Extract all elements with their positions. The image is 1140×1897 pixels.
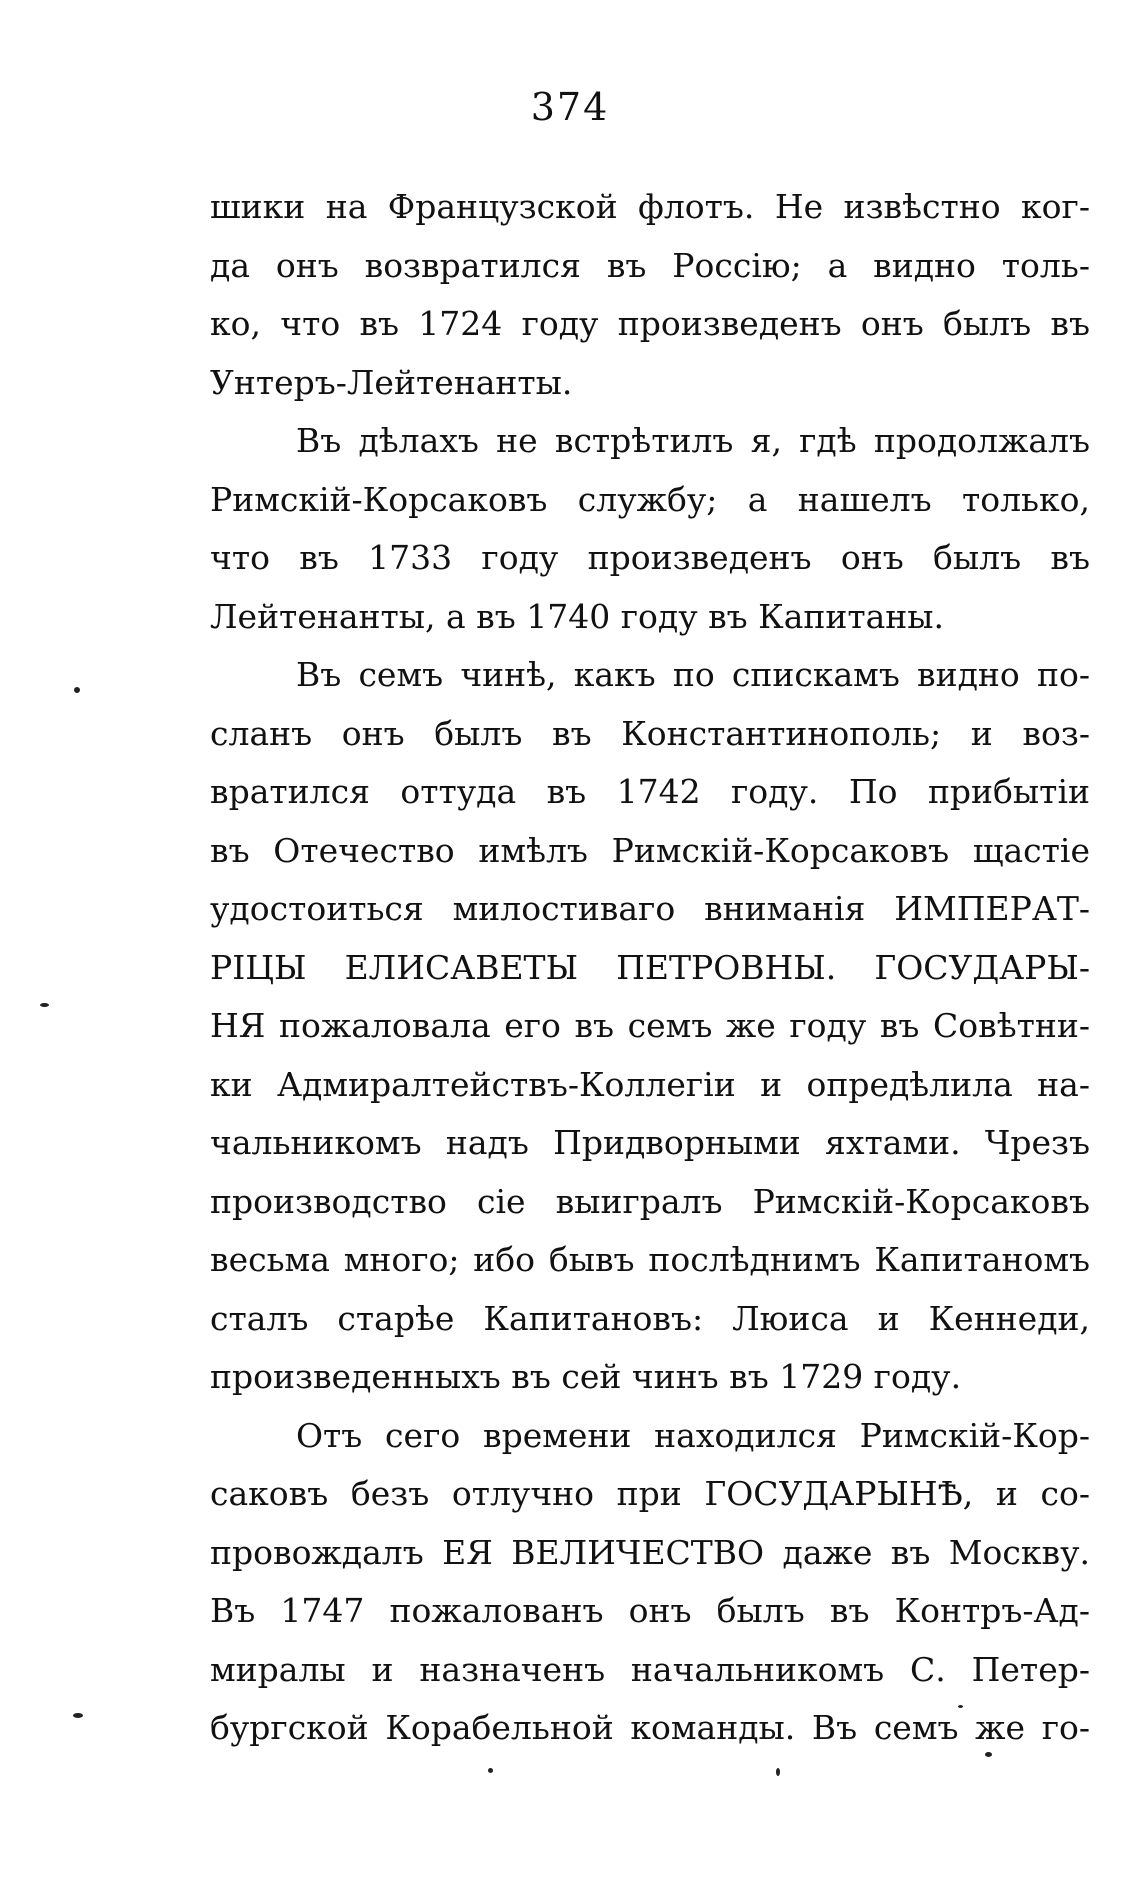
text-line: Отъ сего времени находился Римскій-Кор- bbox=[296, 1415, 1090, 1455]
scan-speck bbox=[73, 1713, 83, 1718]
scan-speck bbox=[488, 1768, 493, 1773]
text-line: Лейтенанты, а въ 1740 году въ Капитаны. bbox=[210, 596, 945, 636]
text-line: удостоиться милостиваго вниманія ИМПЕРАТ- bbox=[210, 889, 1090, 928]
paragraph bbox=[210, 178, 1090, 412]
text-line: произведенныхъ въ сей чинъ въ 1729 году. bbox=[210, 1357, 962, 1396]
body-text bbox=[210, 178, 1090, 1758]
text-line: вратился оттуда въ 1742 году. По прибытіи bbox=[210, 772, 1090, 811]
text-line: миралы и назначенъ начальникомъ С. Петер- bbox=[210, 1649, 1090, 1689]
paragraph bbox=[210, 412, 1090, 646]
text-line: что въ 1733 году произведенъ онъ былъ въ bbox=[210, 538, 1090, 577]
text-line: Римскій-Корсаковъ службу; а нашелъ только, bbox=[210, 479, 1090, 519]
scan-speck bbox=[74, 687, 80, 693]
text-line: ки Адмиралтействъ-Коллегіи и опредѣлила на- bbox=[210, 1064, 1090, 1104]
paragraph bbox=[210, 646, 1090, 1407]
text-line: РІЦЫ ЕЛИСАВЕТЫ ПЕТРОВНЫ. ГОСУДАРЫ- bbox=[210, 947, 1090, 987]
text-line: сланъ онъ былъ въ Константинополь; и воз- bbox=[210, 713, 1090, 753]
scan-speck bbox=[958, 1705, 963, 1708]
text-line: Въ семъ чинѣ, какъ по спискамъ видно по- bbox=[296, 655, 1090, 694]
text-line: ко, что въ 1724 году произведенъ онъ былъ въ bbox=[210, 304, 1090, 343]
scan-speck bbox=[40, 1003, 49, 1007]
text-line: саковъ безъ отлучно при ГОСУДАРЫНѢ, и со- bbox=[210, 1474, 1090, 1513]
page-number: 374 bbox=[530, 85, 610, 129]
text-line: НЯ пожаловала его въ семъ же году въ Совѣтни- bbox=[210, 1006, 1090, 1045]
text-line: Унтеръ-Лейтенанты. bbox=[210, 362, 573, 402]
text-line: да онъ возвратился въ Россію; а видно толь- bbox=[210, 245, 1090, 285]
scan-speck bbox=[985, 1752, 992, 1757]
text-line: провождалъ ЕЯ ВЕЛИЧЕСТВО даже въ Москву. bbox=[210, 1532, 1090, 1572]
text-line: чальникомъ надъ Придворными яхтами. Чрезъ bbox=[210, 1123, 1090, 1162]
scan-speck bbox=[776, 1768, 780, 1776]
text-line: производство сіе выигралъ Римскій-Корсаковъ bbox=[210, 1181, 1090, 1221]
text-line: Въ дѣлахъ не встрѣтилъ я, гдѣ продолжалъ bbox=[296, 421, 1090, 460]
text-line: бургской Корабельной команды. Въ семъ же го- bbox=[210, 1708, 1090, 1747]
text-line: сталъ старѣе Капитановъ: Люиса и Кеннеди, bbox=[210, 1298, 1090, 1338]
text-line: весьма много; ибо бывъ послѣднимъ Капитаномъ bbox=[210, 1240, 1090, 1279]
text-line: въ Отечество имѣлъ Римскій-Корсаковъ щастіе bbox=[210, 830, 1090, 870]
text-line: шики на Французской флотъ. Не извѣстно ког- bbox=[210, 187, 1090, 226]
text-line: Въ 1747 пожалованъ онъ былъ въ Контръ-Ад- bbox=[210, 1591, 1090, 1630]
